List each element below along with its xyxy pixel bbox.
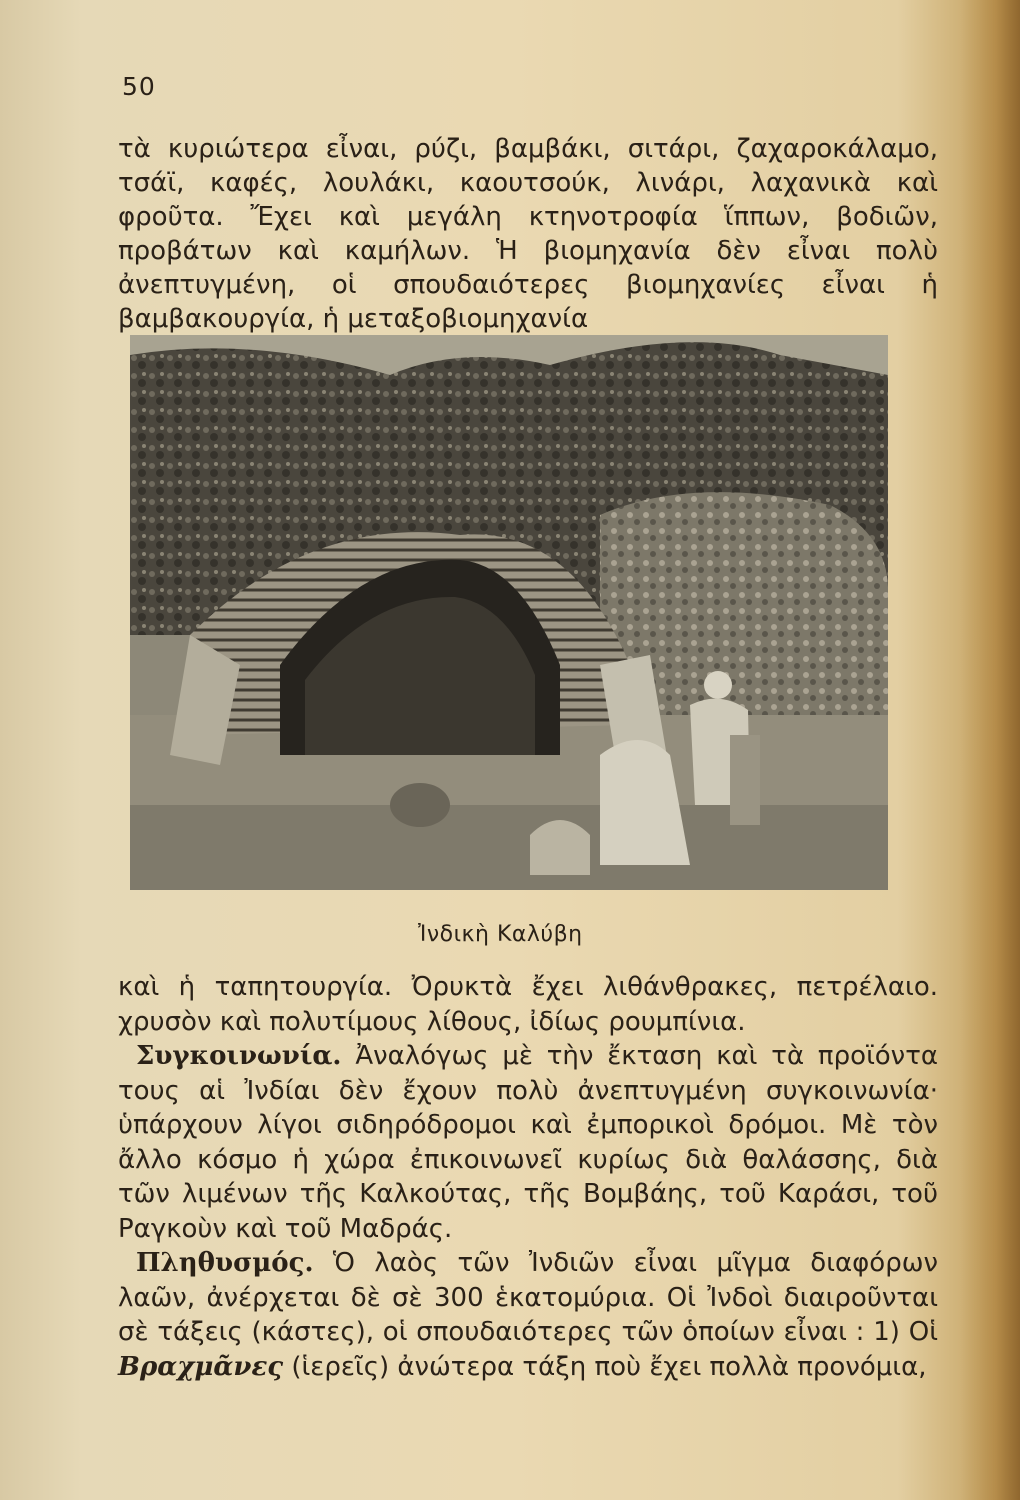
top-paragraph-text: τὰ κυριώτερα εἶναι, ρύζι, βαμβάκι, σιτάρι, ζαχαροκάλαμο, τσάϊ, καφές, λουλάκι, καουτσούκ, λινάρι, λαχανικὰ καὶ φροῦτα. Ἔχει καὶ μεγάλη κτηνοτροφία ἵππων, βοδιῶν, προβάτων καὶ καμήλων. Ἡ βιομηχανία δὲν εἶναι πολὺ ἀνεπτυγμένη, οἱ σπουδαιότερες βιομηχανίες εἶναι ἡ βαμβακουργία, ἡ μεταξοβιομηχανία: [118, 134, 938, 334]
bottom-text-block: [118, 970, 938, 1384]
top-paragraph: [118, 132, 938, 336]
page-edge-shadow: [960, 0, 1020, 1500]
transport-heading: Συγκοινωνία.: [136, 1041, 342, 1071]
brahmins-term: Βραχμᾶνες: [118, 1351, 284, 1382]
hut-photo-illustration: [130, 335, 888, 890]
hut-photograph: [130, 335, 888, 890]
transport-text: Ἀναλόγως μὲ τὴν ἔκταση καὶ τὰ προϊόντα τους αἱ Ἰνδίαι δὲν ἔχουν πολὺ ἀνεπτυγμένη συγκοινωνία· ὑπάρχουν λίγοι σιδηρόδρομοι καὶ ἐμπορικοὶ δρόμοι. Μὲ τὸν ἄλλο κόσμο ἡ χώρα ἐπικοινωνεῖ κυρίως διὰ θαλάσσης, διὰ τῶν λιμένων τῆς Καλκούτας, τῆς Βομβάης, τοῦ Καράσι, τοῦ Ραγκοὺν καὶ τοῦ Μαδράς.: [118, 1041, 938, 1244]
page-number: 50: [122, 72, 156, 101]
population-text: Ὁ λαὸς τῶν Ἰνδιῶν εἶναι μῖγμα διαφόρων λαῶν, ἀνέρχεται δὲ σὲ 300 ἑκατομύρια. Οἱ Ἰνδοὶ διαιροῦνται σὲ τάξεις (κάστες), οἱ σπουδαιότερες τῶν ὁποίων εἶναι : 1) Οἱ: [118, 1248, 938, 1347]
population-tail: (ἱερεῖς) ἀνώτερα τάξη ποὺ ἔχει πολλὰ προνόμια,: [283, 1351, 927, 1382]
photo-caption: Ἰνδικὴ Καλύβη: [418, 922, 583, 947]
continuation-paragraph: καὶ ἡ ταπητουργία. Ὀρυκτὰ ἔχει λιθάνθρακες, πετρέλαιο. χρυσὸν καὶ πολυτίμους λίθους, ἰδίως ρουμπίνια.: [118, 972, 938, 1037]
population-paragraph: [118, 1246, 938, 1384]
transport-paragraph: [118, 1039, 938, 1246]
population-heading: Πληθυσμός.: [136, 1248, 314, 1278]
